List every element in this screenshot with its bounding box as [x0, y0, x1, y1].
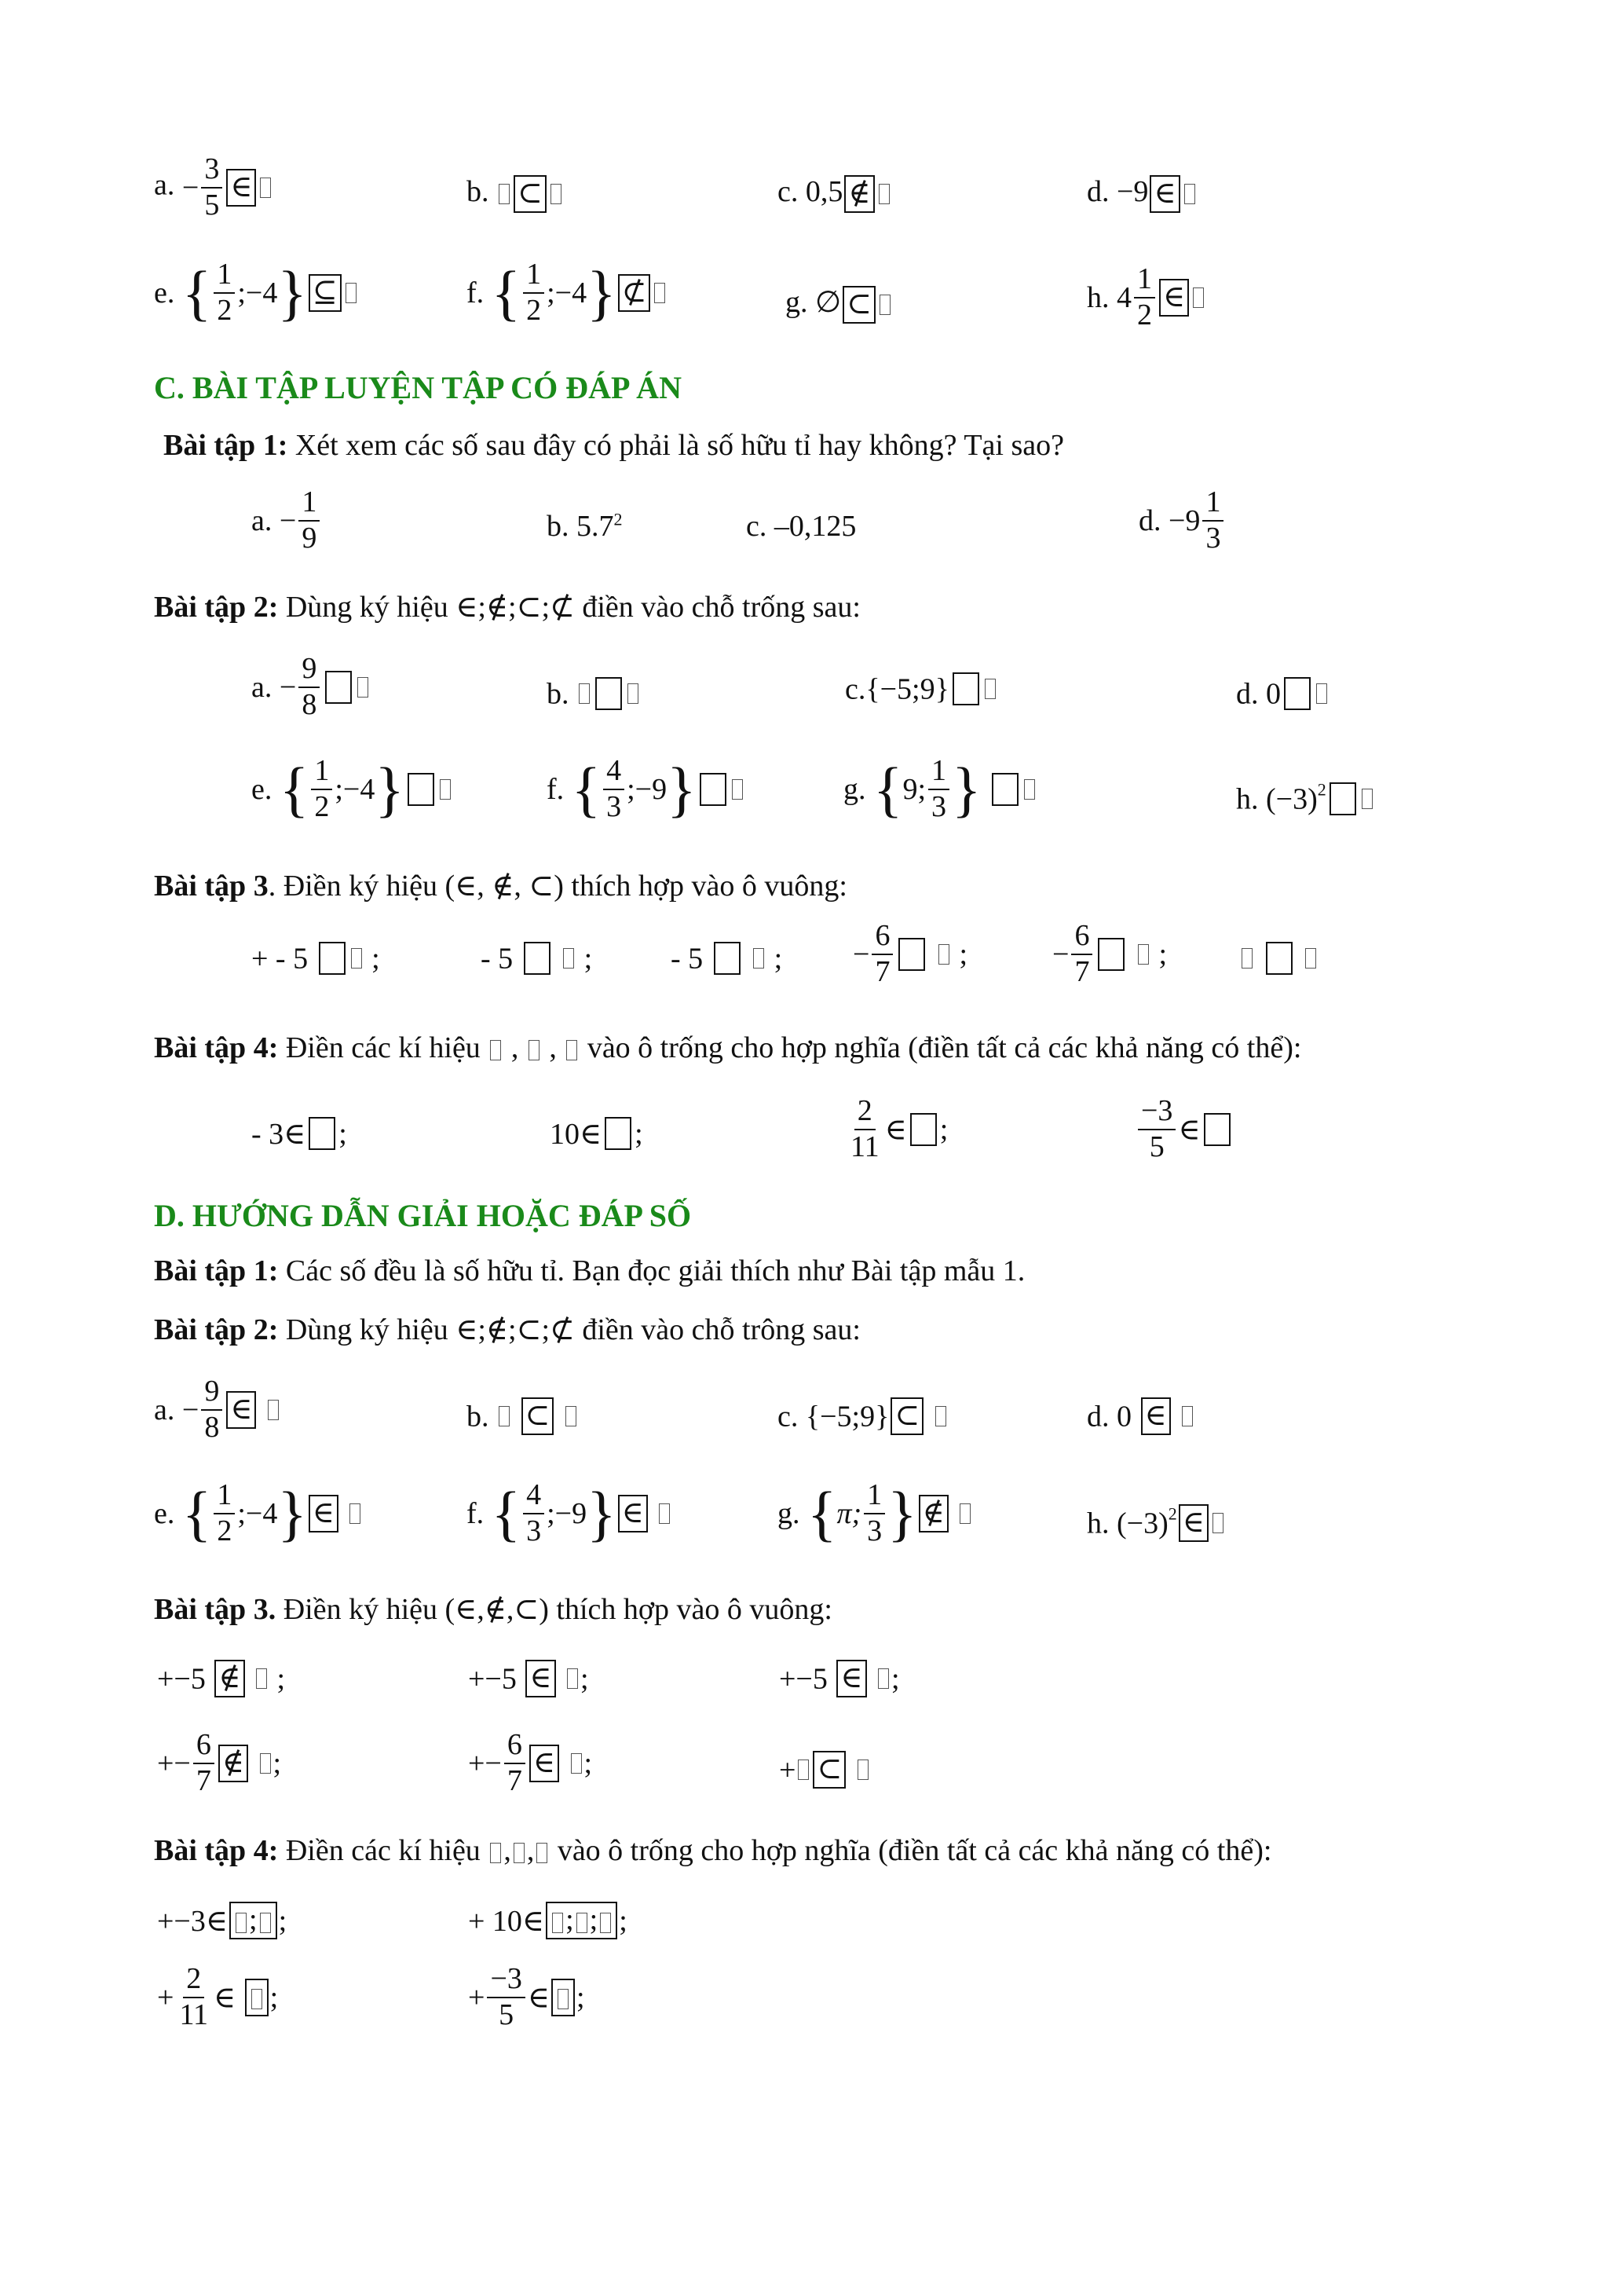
top-item-g: g. ∅ ⊂ — [785, 284, 893, 324]
top-item-e: e. { $\frac{1}{2}$ ;−4} ⊆ — [154, 259, 359, 327]
c-bt1-b: b. $5.7^2$ — [547, 509, 623, 543]
d-bt2-a: a. − $\frac{9}{8}$ ∈ — [154, 1376, 281, 1444]
answer-box: ∈ — [1159, 279, 1189, 317]
d-bt2-prompt: Bài tập 2: Dùng ký hiệu ∈;∉;⊂;⊄ điền vào chỗ trông sau: — [154, 1313, 861, 1346]
d-bt3-r2-2: +− $\frac{6}{7}$ ∈ ; — [468, 1728, 593, 1797]
answer-box: ⊂ — [514, 175, 547, 213]
d-bt2-b: b. ⊂ — [466, 1397, 579, 1435]
d-bt3-r2-3: + ⊂ — [779, 1750, 871, 1789]
c-bt2-c: c.{−5;9} — [845, 669, 998, 706]
d-bt4-prompt: Bài tập 4: Điền các kí hiệu , , vào ô trống cho hợp nghĩa (điền tất cả các khả năng có thể): — [154, 1834, 1272, 1867]
c-bt2-b: b. — [547, 674, 641, 711]
top-item-h: h. 4 $\frac{1}{2}$ ∈ — [1087, 264, 1206, 331]
c-bt1-a: a. − $\frac{1}{9}$ — [251, 487, 322, 555]
top-item-c: c. 0,5 ∉ — [777, 174, 892, 213]
top-item-f: f. { $\frac{1}{2}$ ;−4} ⊄ — [466, 259, 668, 327]
c-bt2-a: a. − $\frac{9}{8}$ — [251, 654, 371, 721]
section-c-heading: C. BÀI TẬP LUYỆN TẬP CÓ ĐÁP ÁN — [154, 370, 682, 405]
c-bt2-e: e. { $\frac{1}{2}$ ;−4} — [251, 756, 453, 823]
d-bt2-f: f. { $\frac{4}{3}$ ;−9} ∈ — [466, 1480, 672, 1547]
c-bt3-item4: − $\frac{6}{7}$ ; — [853, 919, 967, 988]
d-bt4-item4: + $\frac{-3}{5}$ ∈ ; — [468, 1962, 585, 2031]
empty-answer-box — [595, 677, 622, 710]
d-bt1: Bài tập 1: Các số đều là số hữu tỉ. Bạn đọc giải thích như Bài tập mẫu 1. — [154, 1254, 1026, 1287]
d-bt2-e: e. { $\frac{1}{2}$ ;−4} ∈ — [154, 1480, 363, 1547]
c-bt3-item3: - 5 ; — [671, 942, 783, 976]
c-bt2-h: h. $(-3)^2$ — [1236, 779, 1375, 816]
d-bt4-item2: + 10∈ ; ; ; — [468, 1901, 627, 1939]
c-bt4-item1: - 3∈ ; — [251, 1117, 347, 1151]
answer-box: ⊂ — [843, 286, 876, 324]
empty-answer-box — [325, 671, 352, 704]
c-bt3-items: + - 5 ; — [251, 942, 380, 976]
c-bt2-g: g. {9; $\frac{1}{3}$ } — [843, 756, 1037, 823]
empty-answer-box — [1284, 677, 1311, 710]
c-bt3-prompt: Bài tập 3. Điền ký hiệu (∈, ∉, ⊂) thích hợp vào ô vuông: — [154, 870, 847, 903]
answer-box: ∈ — [1150, 175, 1180, 213]
d-bt4-item3: + $\frac{2}{11}$ ∈ ; — [157, 1962, 279, 2031]
d-bt3-r1-3: +−5 ∈ ; — [779, 1659, 900, 1697]
d-bt4-item1: +−3∈ ; ; — [157, 1901, 287, 1939]
c-bt1-prompt: Bài tập 1: Xét xem các số sau đây có phải là số hữu tỉ hay không? Tại sao? — [163, 429, 1064, 462]
empty-answer-box — [953, 672, 979, 705]
c-bt4-item3: $\frac{2}{11}$ ∈ ; — [850, 1094, 949, 1163]
answer-box: ∉ — [844, 175, 874, 213]
d-bt3-r1-1: +−5 ∉ ; — [157, 1659, 285, 1697]
c-bt4-prompt: Bài tập 4: Điền các kí hiệu , , vào ô trống cho hợp nghĩa (điền tất cả các khả năng có thể): — [154, 1031, 1302, 1064]
top-item-d: d. −9 ∈ — [1087, 174, 1198, 213]
d-bt3-r1-2: +−5 ∈ ; — [468, 1659, 589, 1697]
c-bt1-d: d. −9 $\frac{1}{3}$ — [1139, 487, 1226, 555]
d-bt3-prompt: Bài tập 3. Điền ký hiệu (∈,∉,⊂) thích hợp vào ô vuông: — [154, 1593, 832, 1626]
c-bt3-item2: - 5 ; — [481, 942, 593, 976]
set-symbol-placeholder — [260, 178, 271, 198]
top-item-b: b. ⊂ — [466, 174, 564, 213]
section-d-heading: D. HƯỚNG DẪN GIẢI HOẶC ĐÁP SỐ — [154, 1198, 692, 1233]
c-bt3-item6 — [1239, 939, 1319, 975]
d-bt2-g: g. {π; $\frac{1}{3}$ } ∉ — [777, 1480, 973, 1547]
top-item-a: a. − $\frac{3}{5}$ ∈ — [154, 154, 273, 222]
c-bt2-prompt: Bài tập 2: Dùng ký hiệu ∈;∉;⊂;⊄ điền vào chỗ trống sau: — [154, 591, 861, 624]
c-bt3-item5: − $\frac{6}{7}$ ; — [1052, 919, 1167, 988]
c-bt4-item4: $\frac{-3}{5}$ ∈ — [1136, 1096, 1234, 1163]
c-bt4-item2: 10∈ ; — [550, 1117, 643, 1151]
d-bt2-c: c. {−5;9} ⊂ — [777, 1397, 949, 1435]
answer-box: ⊆ — [309, 274, 342, 312]
answer-box: ⊄ — [618, 274, 651, 312]
d-bt2-d: d. 0 ∈ — [1087, 1397, 1195, 1435]
answer-box: ∈ — [226, 169, 256, 207]
d-bt3-r2-1: +− $\frac{6}{7}$ ∉ ; — [157, 1728, 282, 1797]
fraction: $\frac{3}{5}$ — [201, 154, 222, 222]
c-bt2-d: d. 0 — [1236, 674, 1330, 711]
d-bt2-h: h. $(-3)^2$ ∈ — [1087, 1503, 1226, 1542]
c-bt1-c: c. –0,125 — [746, 510, 857, 543]
c-bt2-f: f. { $\frac{4}{3}$ ;−9} — [547, 756, 745, 823]
